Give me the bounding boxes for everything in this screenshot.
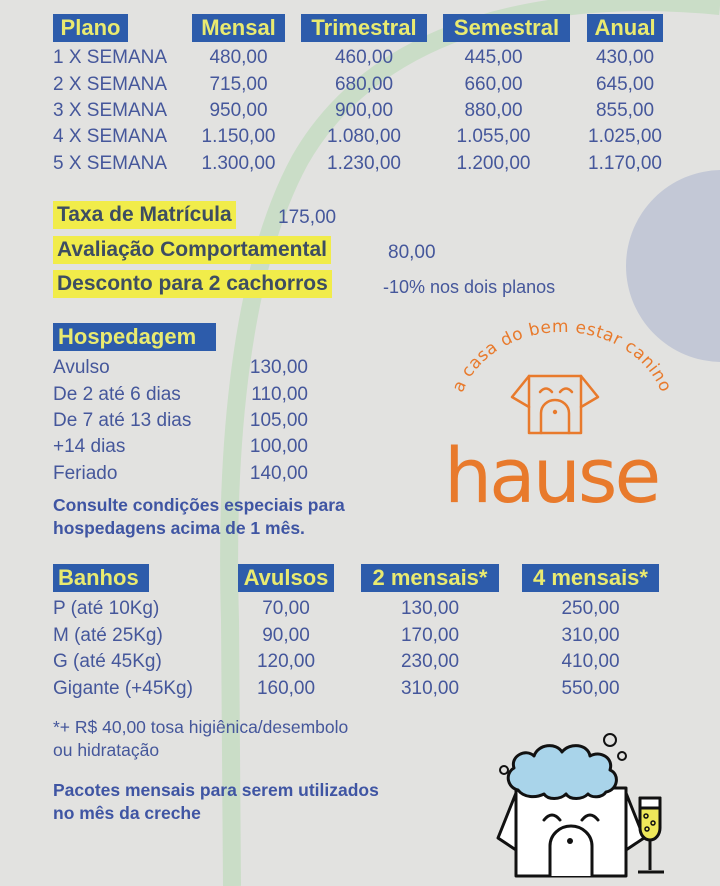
bath-4mensais: 550,00 bbox=[561, 678, 620, 699]
plans-header-mensal: Mensal bbox=[192, 14, 285, 42]
plan-anual: 1.025,00 bbox=[588, 126, 662, 147]
plans-header-anual: Anual bbox=[587, 14, 663, 42]
baths-header-2mensais: 2 mensais* bbox=[361, 564, 499, 592]
bath-2mensais: 310,00 bbox=[400, 678, 460, 699]
plans-header-trimestral: Trimestral bbox=[301, 14, 427, 42]
plan-label: 2 X SEMANA bbox=[53, 74, 168, 95]
bath-avulsos: 120,00 bbox=[256, 651, 316, 672]
plan-trimestral: 680,00 bbox=[334, 74, 394, 95]
fee-value-matricula: 175,00 bbox=[278, 207, 337, 228]
lodging-value: 110,00 bbox=[251, 384, 308, 405]
bath-4mensais: 250,00 bbox=[561, 598, 620, 619]
plan-label: 4 X SEMANA bbox=[53, 126, 168, 147]
fee-label-desconto: Desconto para 2 cachorros bbox=[53, 270, 332, 298]
bath-4mensais: 310,00 bbox=[561, 625, 620, 646]
plans-header-plano: Plano bbox=[53, 14, 128, 42]
plan-mensal: 480,00 bbox=[209, 47, 268, 68]
plan-mensal: 950,00 bbox=[209, 100, 268, 121]
bath-note-line2: no mês da creche bbox=[53, 803, 201, 823]
baths-header-avulsos: Avulsos bbox=[238, 564, 334, 592]
fee-label-matricula: Taxa de Matrícula bbox=[53, 201, 236, 229]
bath-2mensais: 170,00 bbox=[400, 625, 460, 646]
plan-semestral: 445,00 bbox=[464, 47, 523, 68]
plan-anual: 645,00 bbox=[595, 74, 655, 95]
svg-text:a casa do bem estar canino: a casa do bem estar canino bbox=[448, 316, 676, 396]
lodging-label: +14 dias bbox=[53, 436, 126, 457]
plans-header-semestral: Semestral bbox=[443, 14, 570, 42]
brand-name: hause bbox=[444, 431, 659, 520]
plan-label: 3 X SEMANA bbox=[53, 100, 168, 121]
dog-house-icon bbox=[506, 370, 602, 436]
lodging-value: 100,00 bbox=[249, 436, 308, 457]
plan-trimestral: 1.230,00 bbox=[327, 153, 401, 174]
bath-2mensais: 230,00 bbox=[400, 651, 460, 672]
bath-label: Gigante (+45Kg) bbox=[53, 678, 193, 699]
plan-semestral: 660,00 bbox=[464, 74, 523, 95]
lodging-label: De 2 até 6 dias bbox=[53, 384, 181, 405]
lodging-label: De 7 até 13 dias bbox=[53, 410, 192, 431]
lodging-note-line2: hospedagens acima de 1 mês. bbox=[53, 518, 305, 538]
fee-label-avaliacao: Avaliação Comportamental bbox=[53, 236, 331, 264]
lodging-value: 130,00 bbox=[249, 357, 308, 378]
plan-mensal: 1.300,00 bbox=[201, 153, 276, 174]
bath-label: G (até 45Kg) bbox=[53, 651, 162, 672]
lodging-header: Hospedagem bbox=[53, 323, 216, 351]
plan-anual: 855,00 bbox=[595, 100, 655, 121]
bath-avulsos: 70,00 bbox=[262, 598, 310, 619]
lodging-label: Feriado bbox=[53, 463, 118, 484]
bath-footnote-line1: *+ R$ 40,00 tosa higiênica/desembolo bbox=[53, 717, 349, 737]
bath-4mensais: 410,00 bbox=[561, 651, 620, 672]
lodging-value: 140,00 bbox=[249, 463, 308, 484]
lodging-note-line1: Consulte condições especiais para bbox=[53, 495, 345, 515]
plan-semestral: 1.055,00 bbox=[456, 126, 531, 147]
plan-anual: 430,00 bbox=[595, 47, 655, 68]
lodging-value: 105,00 bbox=[249, 410, 308, 431]
fee-value-desconto: -10% nos dois planos bbox=[383, 277, 556, 297]
bath-avulsos: 90,00 bbox=[262, 625, 310, 646]
plan-mensal: 1.150,00 bbox=[201, 126, 276, 147]
plan-trimestral: 1.080,00 bbox=[327, 126, 401, 147]
bath-label: M (até 25Kg) bbox=[53, 625, 163, 646]
plan-label: 1 X SEMANA bbox=[53, 47, 168, 68]
plan-trimestral: 460,00 bbox=[334, 47, 394, 68]
plan-trimestral: 900,00 bbox=[334, 100, 394, 121]
plan-semestral: 880,00 bbox=[464, 100, 523, 121]
fee-value-avaliacao: 80,00 bbox=[388, 242, 436, 263]
bathing-dog-with-champagne-icon bbox=[494, 728, 674, 878]
baths-header-banhos: Banhos bbox=[53, 564, 149, 592]
plan-anual: 1.170,00 bbox=[588, 153, 662, 174]
lodging-label: Avulso bbox=[53, 357, 110, 378]
bath-2mensais: 130,00 bbox=[400, 598, 460, 619]
bath-note-line1: Pacotes mensais para serem utilizados bbox=[53, 780, 379, 800]
plan-semestral: 1.200,00 bbox=[456, 153, 531, 174]
bath-avulsos: 160,00 bbox=[256, 678, 316, 699]
bath-label: P (até 10Kg) bbox=[53, 598, 160, 619]
plan-label: 5 X SEMANA bbox=[53, 153, 168, 174]
plan-mensal: 715,00 bbox=[209, 74, 268, 95]
baths-header-4mensais: 4 mensais* bbox=[522, 564, 659, 592]
bath-footnote-line2: ou hidratação bbox=[53, 740, 160, 760]
